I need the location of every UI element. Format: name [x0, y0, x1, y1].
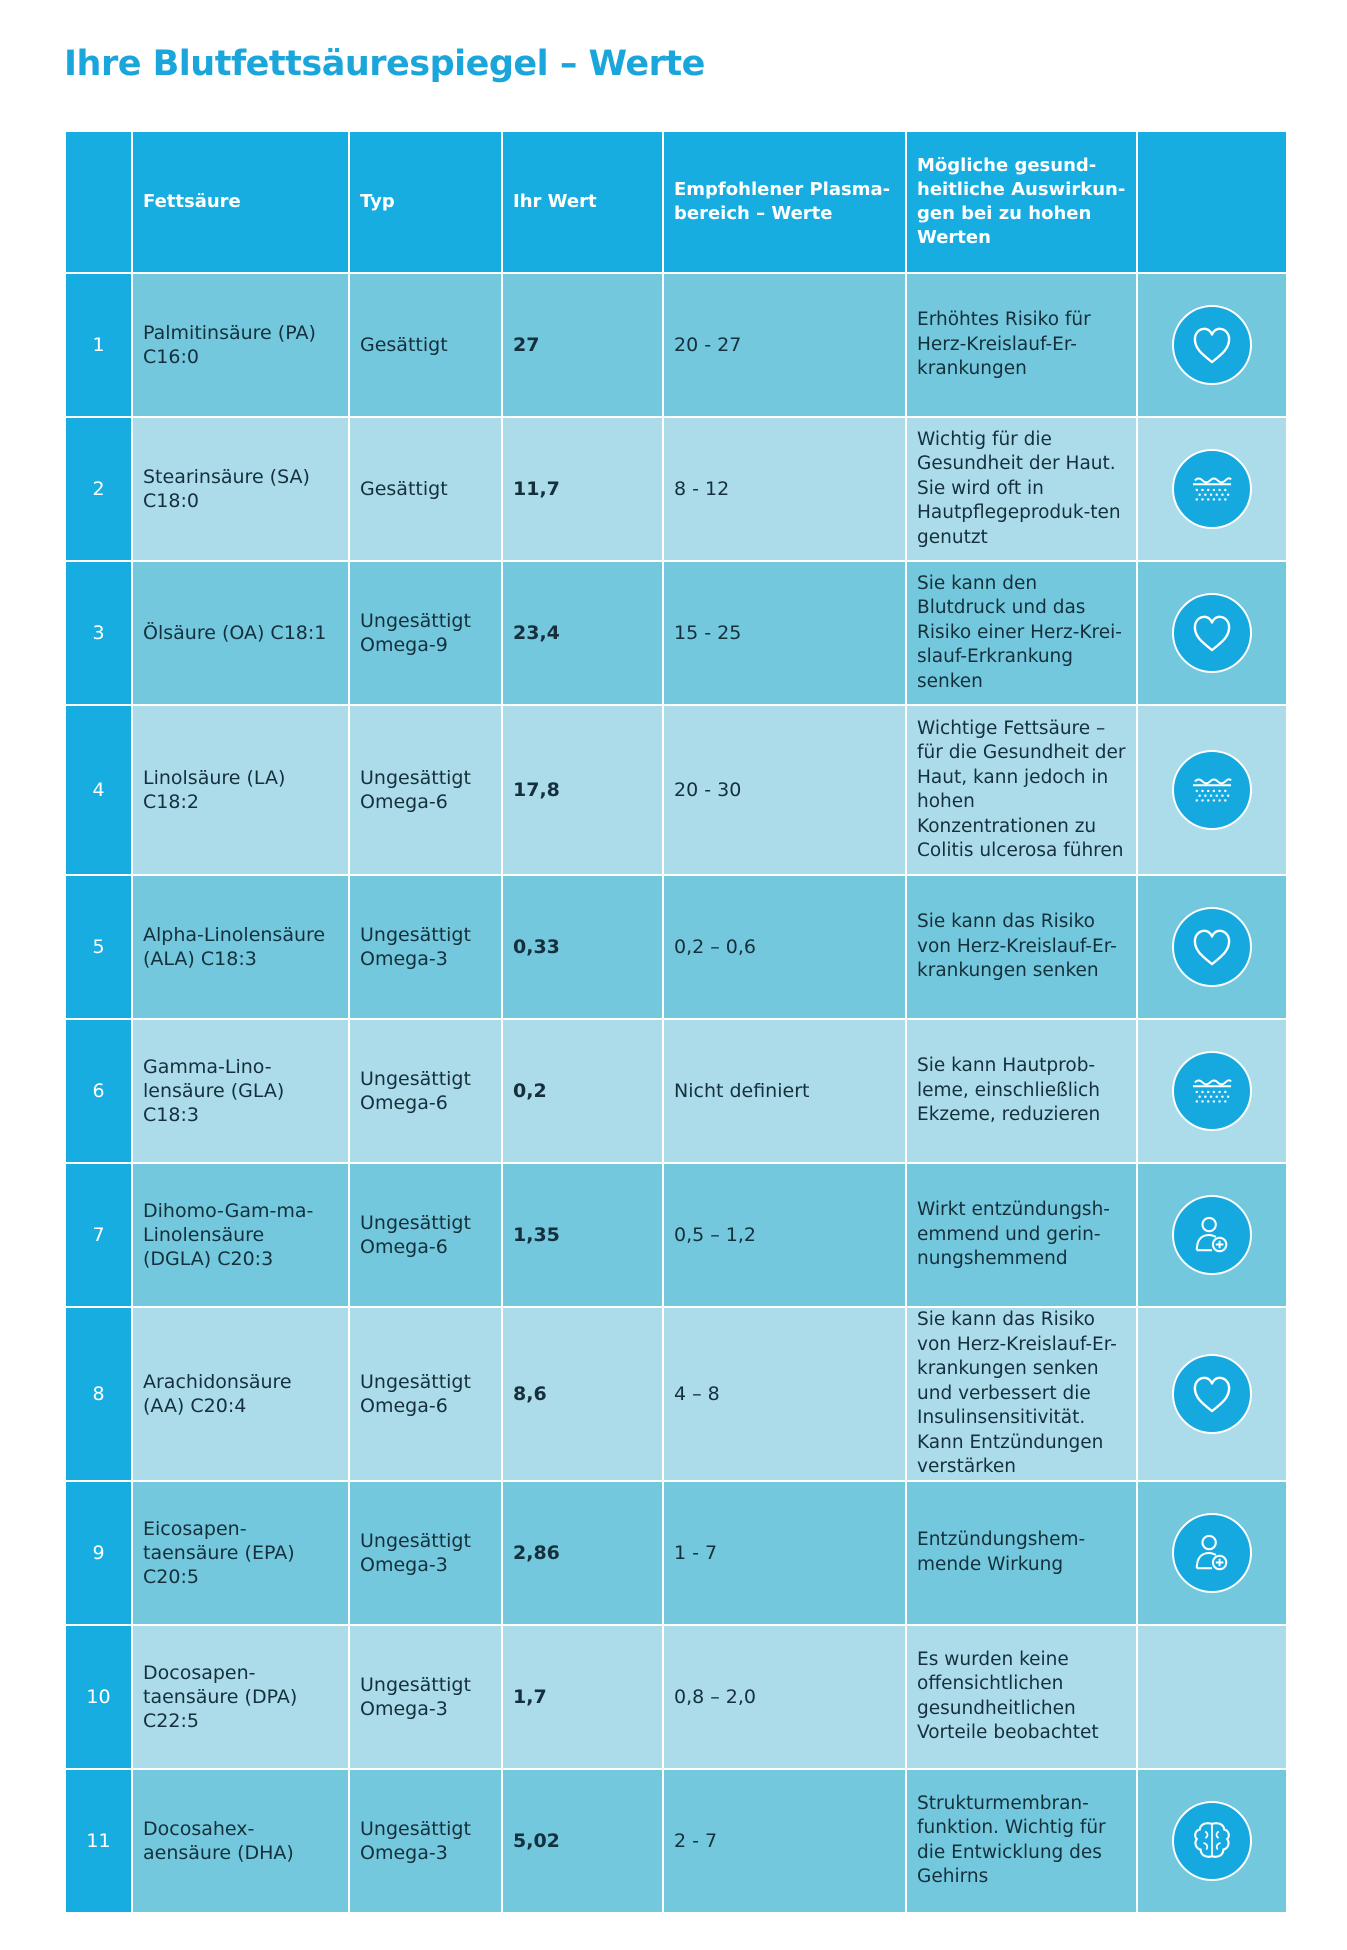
- your-value: 0,2: [502, 1019, 663, 1163]
- recommended-range: 15 - 25: [663, 561, 906, 705]
- row-number: 6: [65, 1019, 132, 1163]
- fatty-acid-name: Ölsäure (OA) C18:1: [132, 561, 349, 705]
- table-row: [65, 1163, 1287, 1307]
- recommended-range: 2 - 7: [663, 1769, 906, 1913]
- fatty-acid-type: Gesättigt: [349, 417, 502, 561]
- icon-cell: [1137, 1481, 1287, 1625]
- page-title: Ihre Blutfettsäurespiegel – Werte: [64, 44, 705, 84]
- icon-cell: [1137, 561, 1287, 705]
- fatty-acid-type: Ungesättigt Omega-3: [349, 875, 502, 1019]
- health-effects: Wirkt entzündungsh-emmend und gerin-nungshemmend: [906, 1163, 1137, 1307]
- fatty-acid-name: Docosahex-aensäure (DHA): [132, 1769, 349, 1913]
- fatty-acid-name: Eicosapen-taensäure (EPA) C20:5: [132, 1481, 349, 1625]
- person-plus-icon: [1172, 1195, 1252, 1275]
- table-row: [65, 875, 1287, 1019]
- your-value: 8,6: [502, 1307, 663, 1481]
- row-number: 8: [65, 1307, 132, 1481]
- table-row: [65, 1769, 1287, 1913]
- fatty-acid-type: Gesättigt: [349, 273, 502, 417]
- health-effects: Sie kann Hautprob-leme, einschließlich Ekzeme, reduzieren: [906, 1019, 1137, 1163]
- fatty-acid-type: Ungesättigt Omega-6: [349, 1019, 502, 1163]
- your-value: 17,8: [502, 705, 663, 875]
- table-row: [65, 561, 1287, 705]
- skin-icon: [1172, 750, 1252, 830]
- header-row: [65, 131, 1287, 273]
- fatty-acid-name: Dihomo-Gam-ma-Linolensäure (DGLA) C20:3: [132, 1163, 349, 1307]
- your-value: 1,35: [502, 1163, 663, 1307]
- icon-cell: [1137, 705, 1287, 875]
- heart-icon: [1172, 305, 1252, 385]
- icon-cell: [1137, 875, 1287, 1019]
- your-value: 0,33: [502, 875, 663, 1019]
- your-value: 11,7: [502, 417, 663, 561]
- fatty-acid-name: Stearinsäure (SA) C18:0: [132, 417, 349, 561]
- health-effects: Wichtige Fettsäure – für die Gesundheit der Haut, kann jedoch in hohen Konzentrationen zu Colitis ulcerosa führen: [906, 705, 1137, 875]
- icon-cell: [1137, 1307, 1287, 1481]
- health-effects: Entzündungshem-mende Wirkung: [906, 1481, 1137, 1625]
- row-number: 3: [65, 561, 132, 705]
- icon-cell: [1137, 273, 1287, 417]
- health-effects: Sie kann das Risiko von Herz-Kreislauf-Er-krankungen senken und verbessert die Insulinsensitivität. Kann Entzündungen verstärken: [906, 1307, 1137, 1481]
- fatty-acid-type: Ungesättigt Omega-6: [349, 1163, 502, 1307]
- heart-icon: [1172, 1354, 1252, 1434]
- recommended-range: 1 - 7: [663, 1481, 906, 1625]
- table-row: [65, 1625, 1287, 1769]
- health-effects: Erhöhtes Risiko für Herz-Kreislauf-Er-krankungen: [906, 273, 1137, 417]
- heart-icon: [1172, 593, 1252, 673]
- fatty-acid-name: Palmitinsäure (PA) C16:0: [132, 273, 349, 417]
- your-value: 23,4: [502, 561, 663, 705]
- icon-cell: [1137, 1019, 1287, 1163]
- row-number: 4: [65, 705, 132, 875]
- recommended-range: 20 - 27: [663, 273, 906, 417]
- row-number: 2: [65, 417, 132, 561]
- heart-icon: [1172, 907, 1252, 987]
- health-effects: Sie kann den Blutdruck und das Risiko einer Herz-Krei-slauf-Erkrankung senken: [906, 561, 1137, 705]
- fatty-acid-name: Alpha-Linolensäure (ALA) C18:3: [132, 875, 349, 1019]
- recommended-range: 0,8 – 2,0: [663, 1625, 906, 1769]
- health-effects: Sie kann das Risiko von Herz-Kreislauf-Er-krankungen senken: [906, 875, 1137, 1019]
- icon-cell: [1137, 417, 1287, 561]
- recommended-range: 0,5 – 1,2: [663, 1163, 906, 1307]
- fatty-acid-name: Gamma-Lino-lensäure (GLA) C18:3: [132, 1019, 349, 1163]
- row-number: 1: [65, 273, 132, 417]
- row-number: 5: [65, 875, 132, 1019]
- icon-cell: [1137, 1163, 1287, 1307]
- recommended-range: 20 - 30: [663, 705, 906, 875]
- table-row: [65, 705, 1287, 875]
- icon-cell: [1137, 1625, 1287, 1769]
- icon-cell: [1137, 1769, 1287, 1913]
- fatty-acid-type: Ungesättigt Omega-9: [349, 561, 502, 705]
- your-value: 2,86: [502, 1481, 663, 1625]
- recommended-range: Nicht definiert: [663, 1019, 906, 1163]
- header-range: Empfohlener Plasma-bereich – Werte: [663, 131, 906, 273]
- fatty-acid-type: Ungesättigt Omega-6: [349, 1307, 502, 1481]
- table-row: [65, 1481, 1287, 1625]
- recommended-range: 0,2 – 0,6: [663, 875, 906, 1019]
- header-type: Typ: [349, 131, 502, 273]
- header-value: Ihr Wert: [502, 131, 663, 273]
- table-row: [65, 273, 1287, 417]
- row-number: 7: [65, 1163, 132, 1307]
- table-row: [65, 417, 1287, 561]
- fatty-acid-name: Docosapen-taensäure (DPA) C22:5: [132, 1625, 349, 1769]
- fatty-acid-type: Ungesättigt Omega-3: [349, 1769, 502, 1913]
- fatty-acid-name: Arachidonsäure (AA) C20:4: [132, 1307, 349, 1481]
- fatty-acid-type: Ungesättigt Omega-6: [349, 705, 502, 875]
- your-value: 27: [502, 273, 663, 417]
- skin-icon: [1172, 1051, 1252, 1131]
- fatty-acid-type: Ungesättigt Omega-3: [349, 1625, 502, 1769]
- fatty-acid-name: Linolsäure (LA) C18:2: [132, 705, 349, 875]
- health-effects: Wichtig für die Gesundheit der Haut. Sie wird oft in Hautpflegeproduk-ten genutzt: [906, 417, 1137, 561]
- header-icon: [1137, 131, 1287, 273]
- brain-icon: [1172, 1801, 1252, 1881]
- your-value: 1,7: [502, 1625, 663, 1769]
- health-effects: Es wurden keine offensichtlichen gesundheitlichen Vorteile beobachtet: [906, 1625, 1137, 1769]
- row-number: 10: [65, 1625, 132, 1769]
- row-number: 9: [65, 1481, 132, 1625]
- skin-icon: [1172, 449, 1252, 529]
- header-acid: Fettsäure: [132, 131, 349, 273]
- recommended-range: 4 – 8: [663, 1307, 906, 1481]
- your-value: 5,02: [502, 1769, 663, 1913]
- person-plus-icon: [1172, 1513, 1252, 1593]
- header-num: [65, 131, 132, 273]
- table-row: [65, 1307, 1287, 1481]
- fatty-acid-table: [64, 130, 1288, 1914]
- row-number: 11: [65, 1769, 132, 1913]
- table-row: [65, 1019, 1287, 1163]
- fatty-acid-type: Ungesättigt Omega-3: [349, 1481, 502, 1625]
- health-effects: Strukturmembran-funktion. Wichtig für die Entwicklung des Gehirns: [906, 1769, 1137, 1913]
- recommended-range: 8 - 12: [663, 417, 906, 561]
- header-effects: Mögliche gesund-heitliche Auswirkun-gen bei zu hohen Werten: [906, 131, 1137, 273]
